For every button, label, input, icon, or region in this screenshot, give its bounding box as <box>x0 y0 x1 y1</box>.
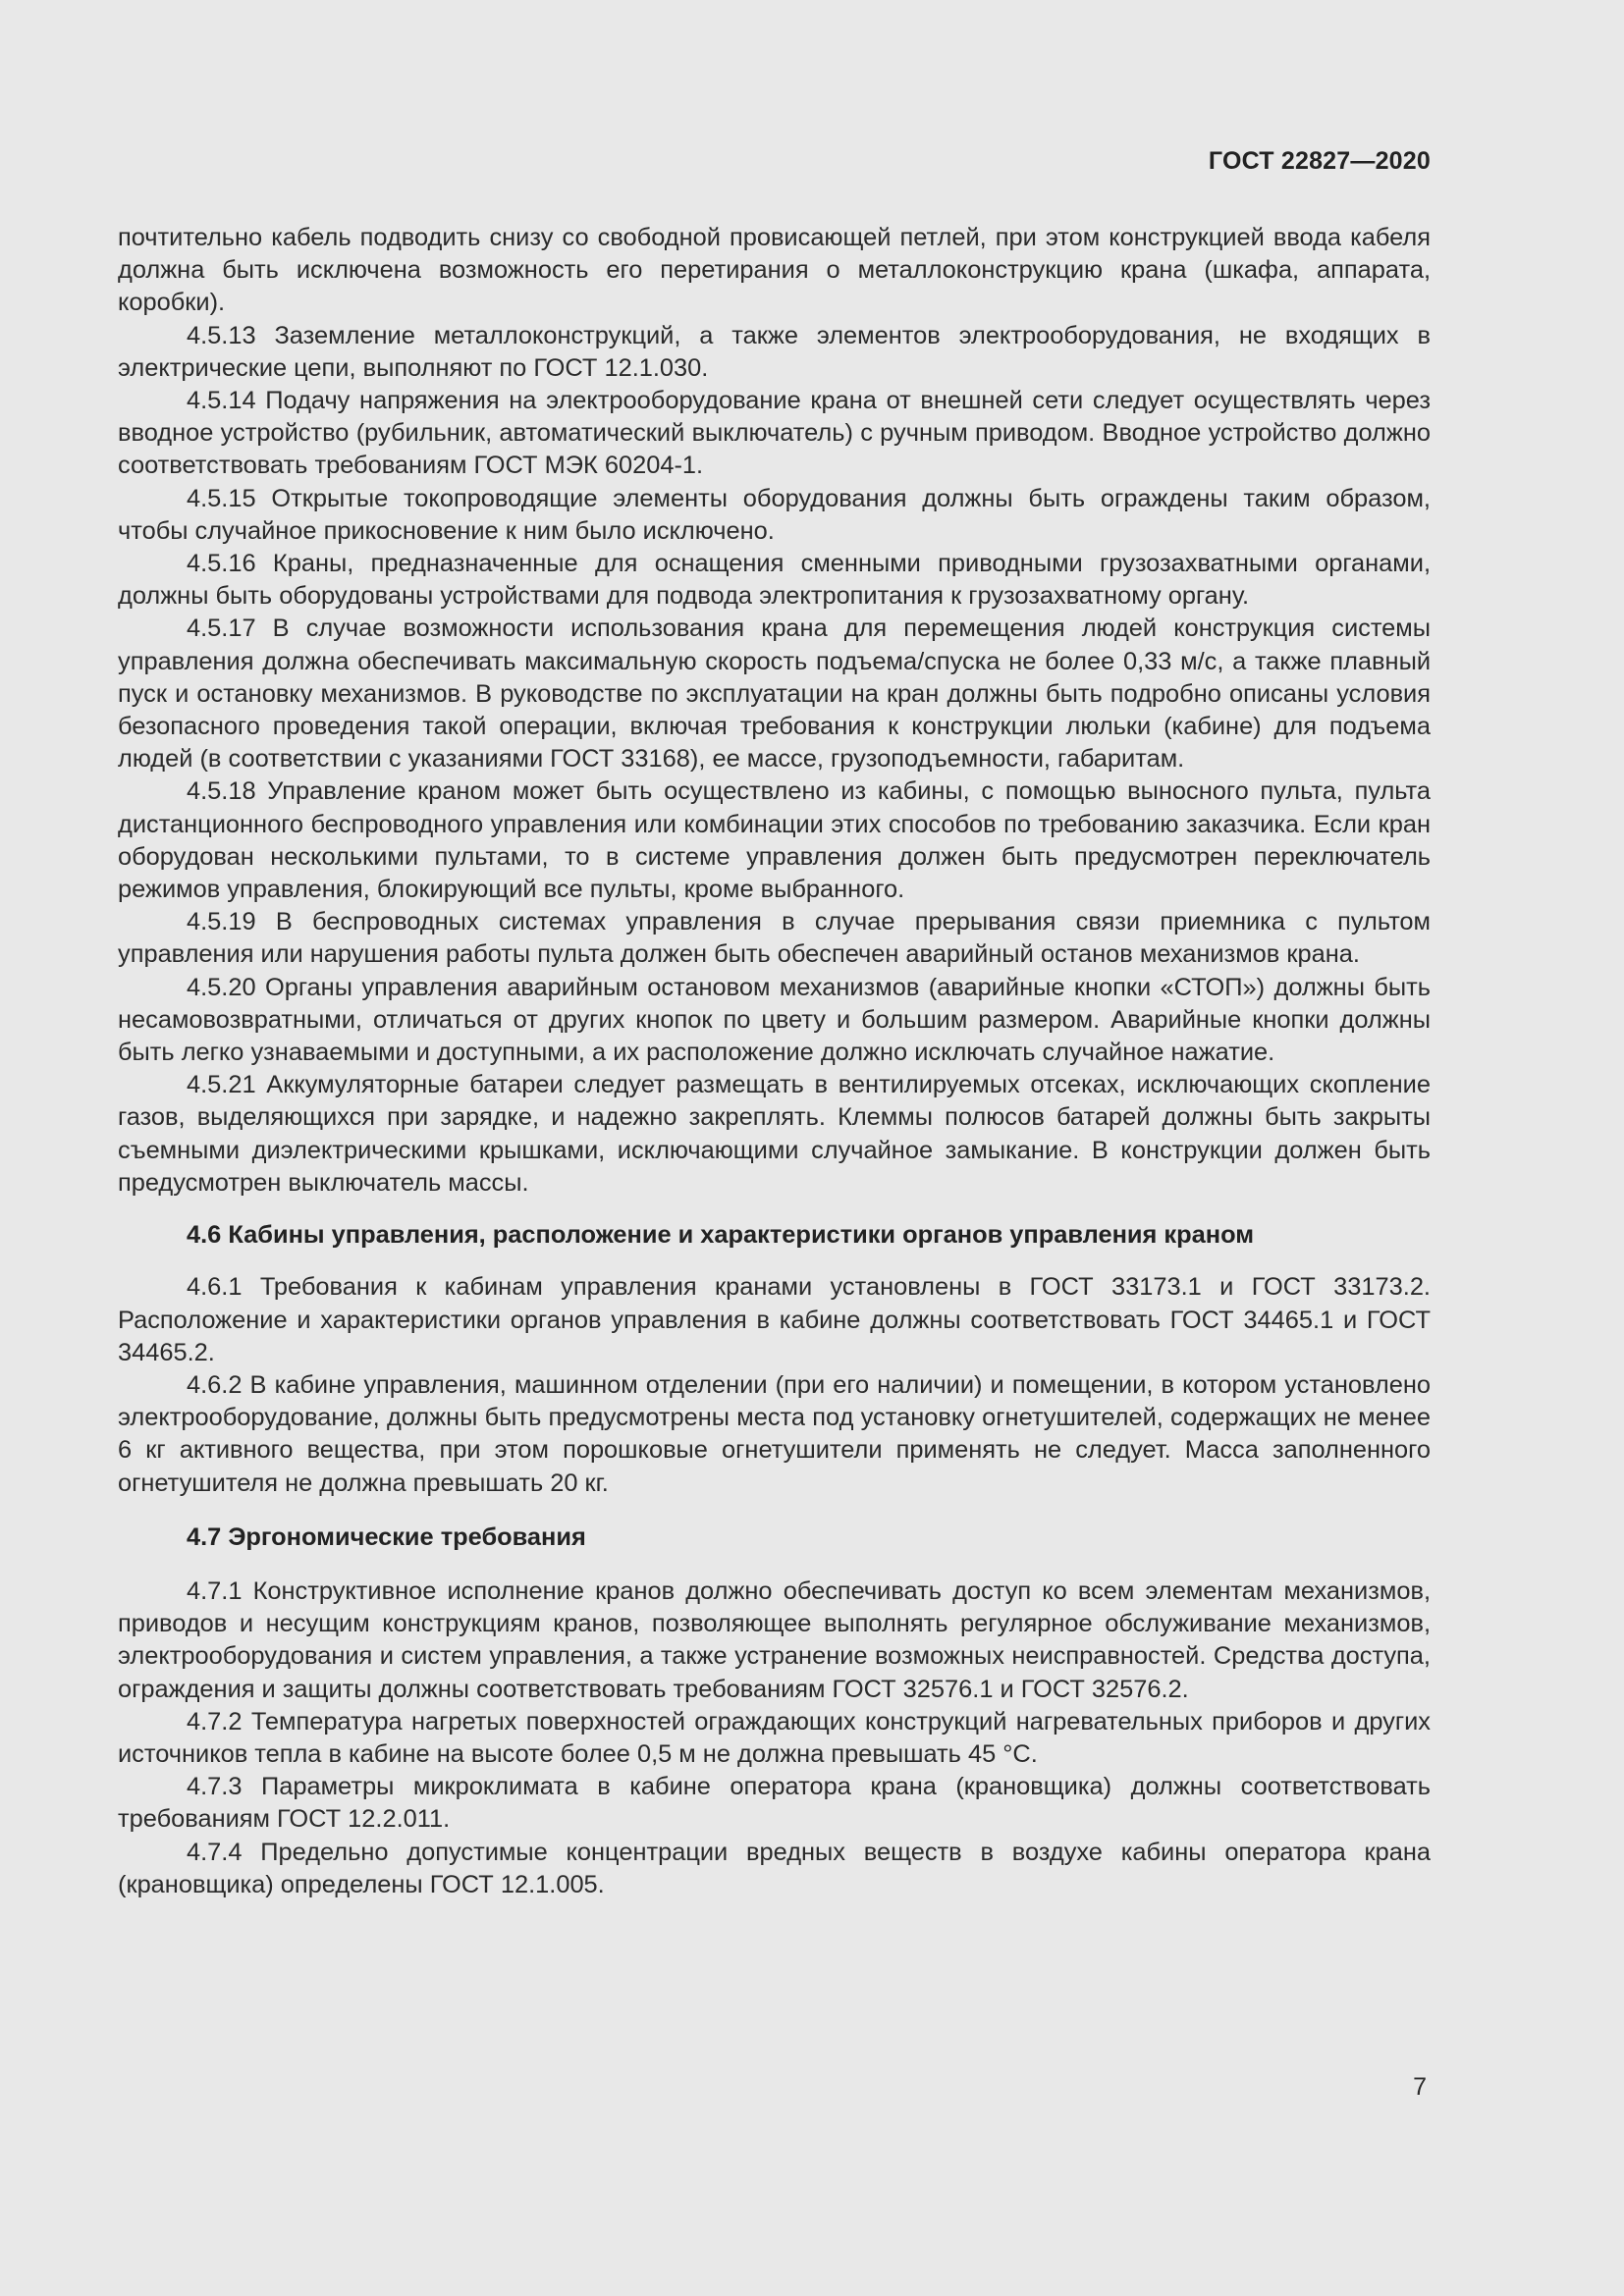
paragraph-4-7-2: 4.7.2 Температура нагретых поверхностей ограждающих конструкций нагревательных приборов и других источников тепла в кабине на высоте более 0,5 м не должна превышать 45 °С. <box>118 1707 1431 1768</box>
document-body <box>118 222 1431 1901</box>
paragraph-4-6-2: 4.6.2 В кабине управления, машинном отделении (при его наличии) и помещении, в котором установлено электрооборудование, должны быть предусмотрены места под установку огнетушителей, содержащих не менее 6 кг активного вещества, при этом порошковые огнетушители применять не следует. Масса заполненного огнетушителя не должна превышать 20 кг. <box>118 1370 1431 1497</box>
section-heading-4-6: 4.6 Кабины управления, расположение и характеристики органов управления краном <box>187 1221 1255 1250</box>
paragraph-continuation: почтительно кабель подводить снизу со свободной провисающей петлей, при этом конструкцией ввода кабеля должна быть исключена возможность его перетирания о металлоконструкцию крана (шкафа, аппарата, коробки). <box>118 224 1431 317</box>
paragraph-4-5-16: 4.5.16 Краны, предназначенные для оснащения сменными приводными грузозахватными органами, должны быть оборудованы устройствами для подвода электропитания к грузозахватному органу. <box>118 550 1431 611</box>
paragraph-4-5-18: 4.5.18 Управление краном может быть осуществлено из кабины, с помощью выносного пульта, пульта дистанционного беспроводного управления или комбинации этих способов по требованию заказчика. Если кран оборудован несколькими пультами, то в системе управления должен быть предусмотрен переключатель режимов управления, блокирующий все пульты, кроме выбранного. <box>118 777 1431 904</box>
paragraph-4-7-1: 4.7.1 Конструктивное исполнение кранов должно обеспечивать доступ ко всем элементам механизмов, приводов и несущим конструкциям кранов, позволяющее выполнять регулярное обслуживание механизмов, электрооборудования и систем управления, а также устранение возможных неисправностей. Средства доступа, ограждения и защиты должны соответствовать требованиям ГОСТ 32576.1 и ГОСТ 32576.2. <box>118 1576 1431 1703</box>
paragraph-4-5-17: 4.5.17 В случае возможности использования крана для перемещения людей конструкция системы управления должна обеспечивать максимальную скорость подъема/спуска не более 0,33 м/с, а также плавный пуск и остановку механизмов. В руководстве по эксплуатации на кран должны быть подробно описаны условия безопасного проведения такой операции, включая требования к конструкции люльки (кабине) для подъема людей (в соответствии с указаниями ГОСТ 33168), ее массе, грузоподъемности, габаритам. <box>118 614 1431 774</box>
paragraph-4-6-1: 4.6.1 Требования к кабинам управления кранами установлены в ГОСТ 33173.1 и ГОСТ 33173.2. Расположение и характеристики органов управления в кабине должны соответствовать ГОСТ 34465.1 и ГОСТ 34465.2. <box>118 1273 1431 1366</box>
page-number: 7 <box>1413 2073 1427 2101</box>
paragraph-4-5-13: 4.5.13 Заземление металлоконструкций, а также элементов электрооборудования, не входящих в электрические цепи, выполняют по ГОСТ 12.1.030. <box>118 321 1431 382</box>
paragraph-4-5-14: 4.5.14 Подачу напряжения на электрооборудование крана от внешней сети следует осуществлять через вводное устройство (рубильник, автоматический выключатель) с ручным приводом. Вводное устройство должно соответствовать требованиям ГОСТ МЭК 60204-1. <box>118 387 1431 480</box>
paragraph-4-7-3: 4.7.3 Параметры микроклимата в кабине оператора крана (крановщика) должны соответствовать требованиям ГОСТ 12.2.011. <box>118 1773 1431 1834</box>
paragraph-4-7-4: 4.7.4 Предельно допустимые концентрации вредных веществ в воздухе кабины оператора крана (крановщика) определены ГОСТ 12.1.005. <box>118 1838 1431 1898</box>
paragraph-4-5-15: 4.5.15 Открытые токопроводящие элементы оборудования должны быть ограждены таким образом, чтобы случайное прикосновение к ним было исключено. <box>118 484 1431 545</box>
paragraph-4-5-19: 4.5.19 В беспроводных системах управления в случае прерывания связи приемника с пультом управления или нарушения работы пульта должен быть обеспечен аварийный останов механизмов крана. <box>118 908 1431 969</box>
paragraph-4-5-20: 4.5.20 Органы управления аварийным остановом механизмов (аварийные кнопки «СТОП») должны быть несамовозвратными, отличаться от других кнопок по цвету и большим размером. Аварийные кнопки должны быть легко узнаваемыми и доступными, а их расположение должно исключать случайное нажатие. <box>118 973 1431 1067</box>
section-heading-4-7: 4.7 Эргономические требования <box>187 1522 586 1551</box>
paragraph-4-5-21: 4.5.21 Аккумуляторные батареи следует размещать в вентилируемых отсеках, исключающих скопление газов, выделяющихся при зарядке, и надежно закреплять. Клеммы полюсов батарей должны быть закрыты съемными диэлектрическими крышками, исключающими случайное замыкание. В конструкции должен быть предусмотрен выключатель массы. <box>118 1071 1431 1197</box>
document-header: ГОСТ 22827—2020 <box>1208 147 1431 175</box>
